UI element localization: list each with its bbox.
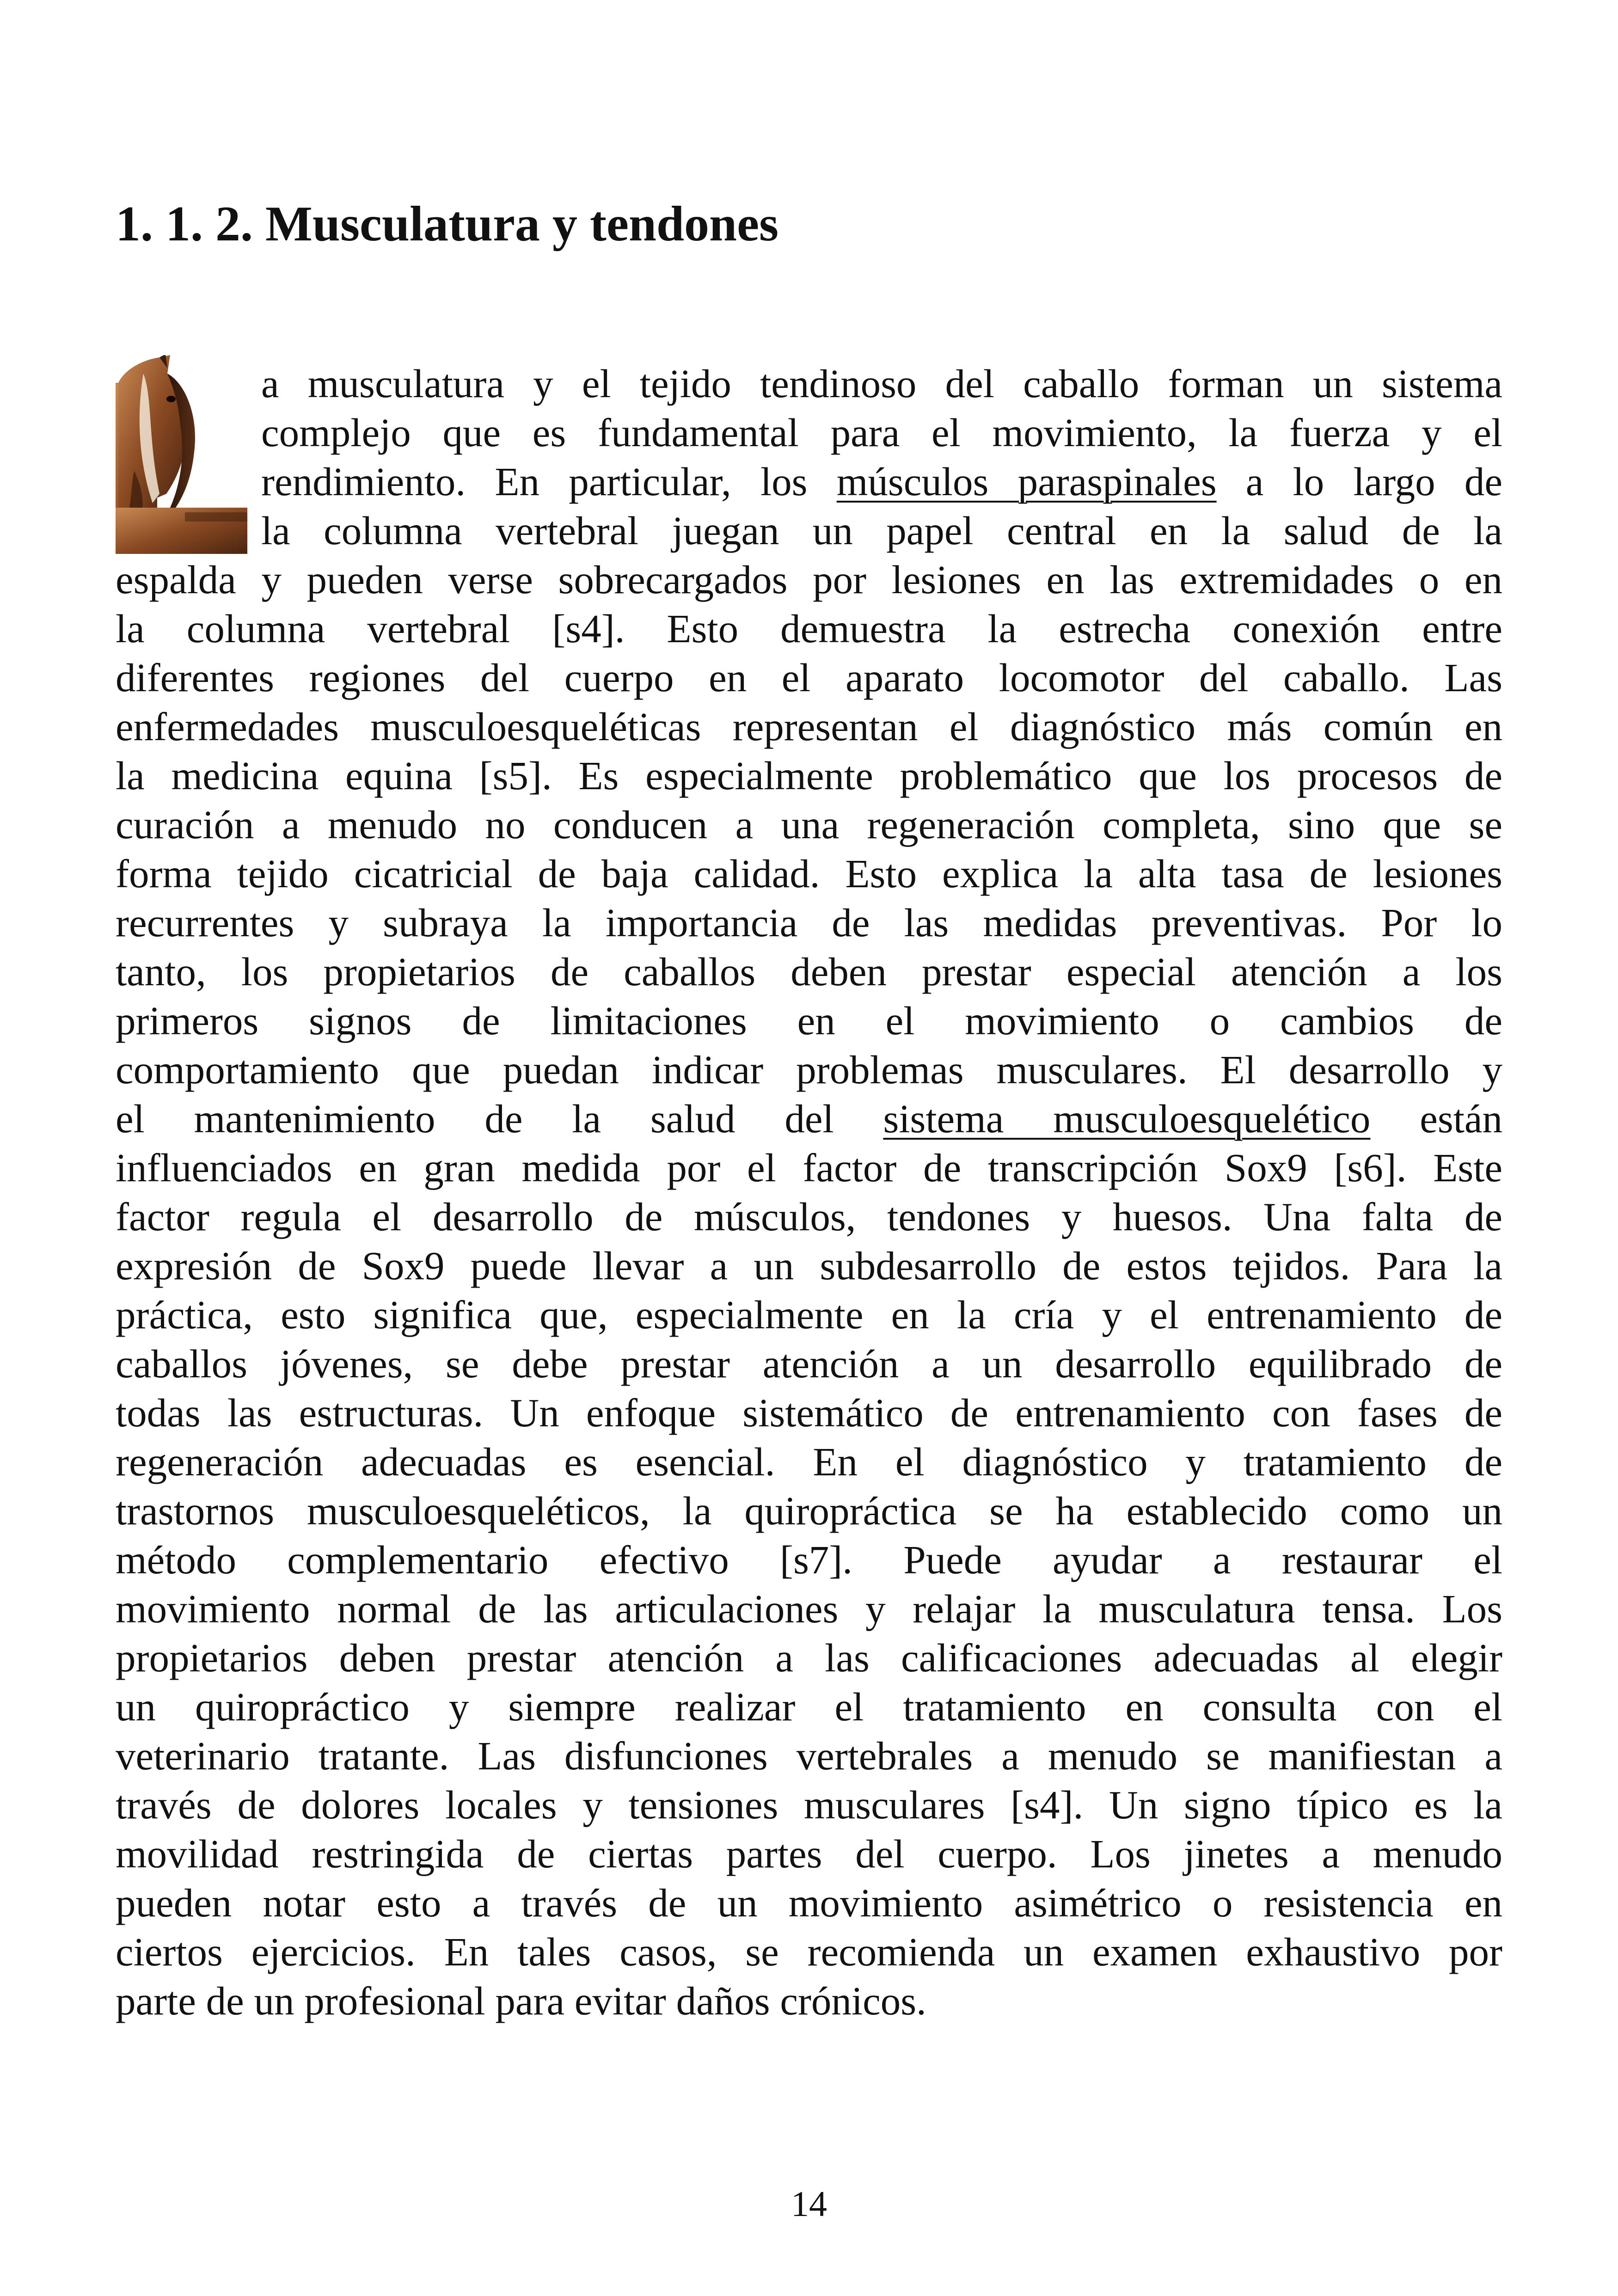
paragraph-line: diferentes regiones del cuerpo en el aparato locomotor del caballo. Las	[116, 655, 1502, 700]
paragraph-line: todas las estructuras. Un enfoque sistemático de entrenamiento con fases de	[116, 1390, 1502, 1435]
paragraph-line: un quiropráctico y siempre realizar el tratamiento en consulta con el	[116, 1684, 1502, 1729]
paragraph-line: caballos jóvenes, se debe prestar atención a un desarrollo equilibrado de	[116, 1341, 1502, 1386]
paragraph-line-last: parte de un profesional para evitar daños crónicos.	[116, 1978, 926, 2023]
section-heading: 1. 1. 2. Musculatura y tendones	[116, 196, 779, 252]
drop-cap-horse-letter	[116, 355, 247, 554]
paragraph-line: el mantenimiento de la salud del sistema musculoesquelético están	[116, 1096, 1502, 1141]
paragraph-line: rendimiento. En particular, los músculos paraspinales a lo largo de	[261, 459, 1502, 504]
paragraph-line: práctica, esto significa que, especialmente en la cría y el entrenamiento de	[116, 1292, 1502, 1337]
paragraph-line: expresión de Sox9 puede llevar a un subdesarrollo de estos tejidos. Para la	[116, 1243, 1502, 1288]
paragraph-line: curación a menudo no conducen a una regeneración completa, sino que se	[116, 802, 1502, 847]
paragraph-line: comportamiento que puedan indicar problemas musculares. El desarrollo y	[116, 1047, 1502, 1092]
paragraph-line: veterinario tratante. Las disfunciones vertebrales a menudo se manifiestan a	[116, 1733, 1502, 1778]
paragraph-line: trastornos musculoesqueléticos, la quiropráctica se ha establecido como un	[116, 1488, 1502, 1533]
paragraph-line: la columna vertebral [s4]. Esto demuestra la estrecha conexión entre	[116, 606, 1502, 651]
paragraph-line: influenciados en gran medida por el factor de transcripción Sox9 [s6]. Este	[116, 1145, 1502, 1190]
page-number: 14	[791, 2184, 827, 2224]
paragraph-line: primeros signos de limitaciones en el movimiento o cambios de	[116, 998, 1502, 1043]
paragraph-line: factor regula el desarrollo de músculos, tendones y huesos. Una falta de	[116, 1194, 1502, 1239]
paragraph-line: forma tejido cicatricial de baja calidad. Esto explica la alta tasa de lesiones	[116, 851, 1502, 896]
paragraph-line: enfermedades musculoesqueléticas representan el diagnóstico más común en	[116, 704, 1502, 749]
paragraph-line: complejo que es fundamental para el movimiento, la fuerza y el	[261, 410, 1502, 455]
paragraph-line: espalda y pueden verse sobrecargados por lesiones en las extremidades o en	[116, 557, 1502, 602]
paragraph-line: regeneración adecuadas es esencial. En el diagnóstico y tratamiento de	[116, 1439, 1502, 1484]
paragraph-line: método complementario efectivo [s7]. Puede ayudar a restaurar el	[116, 1537, 1502, 1582]
paragraph-line: movilidad restringida de ciertas partes del cuerpo. Los jinetes a menudo	[116, 1831, 1502, 1876]
paragraph-line: tanto, los propietarios de caballos deben prestar especial atención a los	[116, 949, 1502, 994]
musculoskeletal-system-link[interactable]: sistema musculoesquelético	[883, 1096, 1371, 1141]
paragraph-line: través de dolores locales y tensiones musculares [s4]. Un signo típico es la	[116, 1782, 1502, 1827]
paraspinal-muscles-link[interactable]: músculos paraspinales	[836, 459, 1217, 504]
paragraph-line: recurrentes y subraya la importancia de las medidas preventivas. Por lo	[116, 900, 1502, 945]
paragraph-line: propietarios deben prestar atención a las calificaciones adecuadas al elegir	[116, 1635, 1502, 1680]
paragraph-line: la medicina equina [s5]. Es especialmente problemático que los procesos de	[116, 753, 1502, 798]
paragraph-line: ciertos ejercicios. En tales casos, se recomienda un examen exhaustivo por	[116, 1929, 1502, 1974]
paragraph-line: a musculatura y el tejido tendinoso del caballo forman un sistema	[261, 361, 1502, 406]
paragraph-line: movimiento normal de las articulaciones y relajar la musculatura tensa. Los	[116, 1586, 1502, 1631]
paragraph-line: la columna vertebral juegan un papel central en la salud de la	[261, 508, 1502, 553]
paragraph-line: pueden notar esto a través de un movimiento asimétrico o resistencia en	[116, 1880, 1502, 1925]
